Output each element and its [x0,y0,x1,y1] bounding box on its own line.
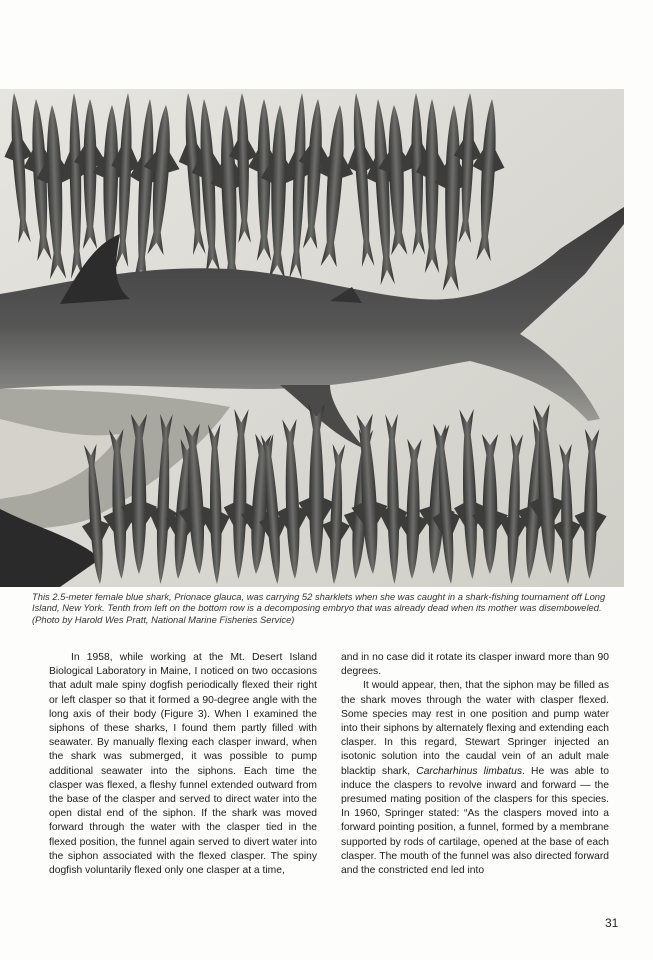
caption-lead: This 2.5-meter female blue shark, [32,591,175,602]
p2-text-after: . He was able to induce the claspers to revolve inward and forward — the presumed mating position of the claspers for this species. In 1960, Springer stated: “As the claspers moved into a forward pointing position, a funnel, formed by a membrane supported by rods of cartilage, opened at the base of each clasper. The mouth of the funnel was also directed forward and the constricted end led into [341,765,609,877]
paragraph-dogfish-observation: In 1958, while working at the Mt. Desert Island Biological Laboratory in Maine, I noticed on two occasions that adult male spiny dogfish periodically flexed their right or left clasper so that it formed a 90-degree angle with the long axis of their body (Figure 3). When I examined the siphons of these sharks, I found them partly filled with seawater. By manually flexing each clasper inward, when the shark was submerged, it was possible to pump additional seawater into the siphons. Each time the clasper was flexed, a fleshy funnel extended outward from the base of the clasper and served to direct water into the open distal end of the siphon. If the shark was moved forward through the water with the clasper tied in the flexed position, the funnel again served to divert water into the siphon associated with the flexed clasper. The spiny dogfish voluntarily flexed only one clasper at a time, [49,652,317,877]
p2-text-before: It would appear, then, that the siphon may be filled as the shark moves through the water with clasper flexed. Some species may rest in one position and pump water into their siphons by alternately flexing and extending each clasper. In this regard, Stewart Springer injected an isotonic solution into the caudal vein of an adult male blacktip shark, [341,680,609,777]
paragraph-continuation: and in no case did it rotate its clasper inward more than 90 degrees. [341,652,609,678]
p2-species: Carcharhinus limbatus [416,765,522,777]
page-number: 31 [605,916,619,930]
text-column-right [341,651,609,878]
caption-species: Prionace glauca [174,591,242,602]
figure-caption [32,591,624,625]
shark-photograph [0,89,624,587]
text-column-left [49,651,317,878]
paragraph-siphon-filling [341,679,609,878]
caption-rest: , was carrying 52 sharklets when she was caught in a shark-fishing tournament off Long Island, New York. Tenth from left on the bottom row is a decomposing embryo that was already dead when its mother was disemboweled. (Photo by Harold Wes Pratt, National Marine Fisheries Service) [32,591,606,625]
shark-photo-illustration [0,89,624,587]
